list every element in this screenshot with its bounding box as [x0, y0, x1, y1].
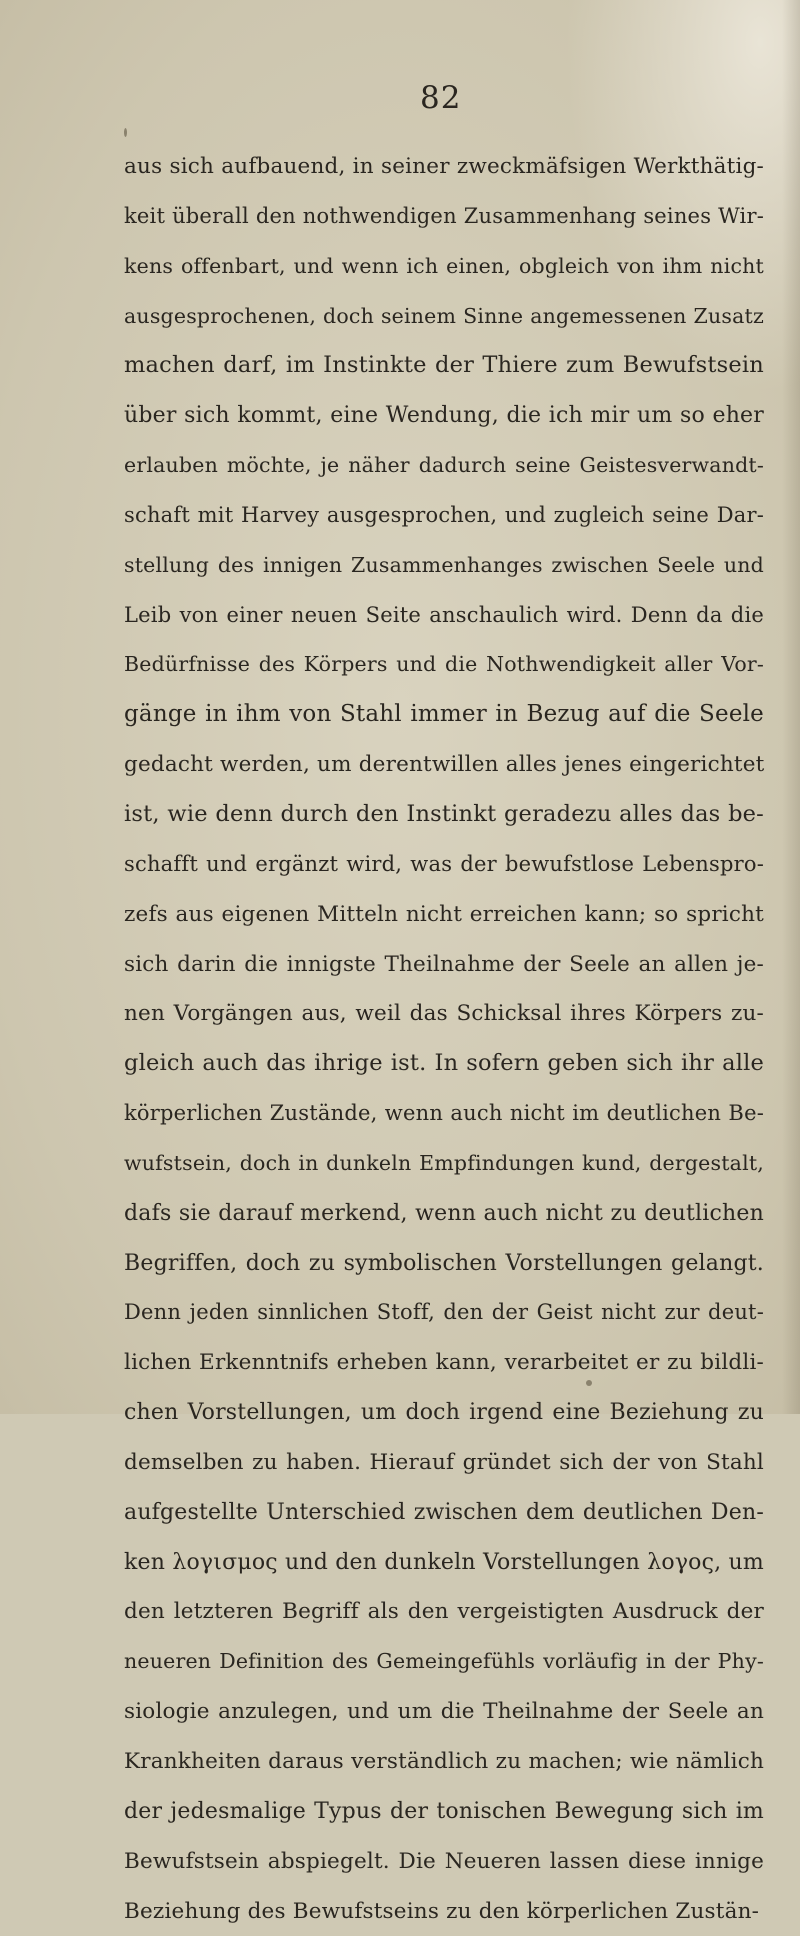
text-line: neueren Definition des Gemeingefühls vorläufig in der Phy- [124, 1649, 764, 1674]
text-line: Leib von einer neuen Seite anschaulich wird. Denn da die [124, 602, 764, 627]
text-line: erlauben möchte, je näher dadurch seine Geistesverwandt- [124, 453, 764, 478]
text-line: Denn jeden sinnlichen Stoff, den der Geist nicht zur deut- [124, 1300, 764, 1325]
text-line: wufstsein, doch in dunkeln Empfindungen kund, dergestalt, [124, 1150, 764, 1175]
text-line: demselben zu haben. Hierauf gründet sich der von Stahl [124, 1449, 764, 1475]
text-line: gedacht werden, um derentwillen alles jenes eingerichtet [124, 752, 765, 778]
text-line: schafft und ergänzt wird, was der bewufstlose Lebenspro- [124, 851, 764, 876]
text-line: aus sich aufbauend, in seiner zweckmäfsigen Werkthätig- [124, 154, 764, 179]
text-line: keit überall den nothwendigen Zusammenhang seines Wir- [124, 203, 764, 228]
text-line: zefs aus eigenen Mitteln nicht erreichen kann; so spricht [124, 901, 764, 927]
text-line: ken λογισμος und den dunkeln Vorstellungen λογος, um [124, 1549, 764, 1575]
text-line: Beziehung des Bewufstseins zu den körperlichen Zustän- [124, 1898, 760, 1924]
text-line: Bedürfnisse des Körpers und die Nothwendigkeit aller Vor- [124, 652, 764, 677]
text-line: aufgestellte Unterschied zwischen dem deutlichen Den- [124, 1499, 764, 1525]
text-line: Krankheiten daraus verständlich zu machen; wie nämlich [124, 1749, 764, 1774]
text-line: machen darf, im Instinkte der Thiere zum Bewufstsein [124, 352, 764, 379]
text-line: den letzteren Begriff als den vergeistigten Ausdruck der [124, 1599, 764, 1625]
text-line: gänge in ihm von Stahl immer in Bezug auf die Seele [124, 701, 764, 728]
text-line: körperlichen Zustände, wenn auch nicht im deutlichen Be- [124, 1101, 764, 1126]
text-line: sich darin die innigste Theilnahme der Seele an allen je- [124, 951, 764, 977]
text-line: Begriffen, doch zu symbolischen Vorstellungen gelangt. [124, 1250, 764, 1276]
text-line: Bewufstsein abspiegelt. Die Neueren lassen diese innige [124, 1848, 764, 1874]
text-line: über sich kommt, eine Wendung, die ich mir um so eher [124, 403, 764, 429]
text-line: nen Vorgängen aus, weil das Schicksal ihres Körpers zu- [124, 1001, 764, 1027]
text-line: dafs sie darauf merkend, wenn auch nicht zu deutlichen [124, 1200, 764, 1226]
text-line: siologie anzulegen, und um die Theilnahme der Seele an [124, 1699, 764, 1725]
ink-speck [124, 128, 127, 137]
ink-speck [586, 1380, 592, 1386]
text-line: ist, wie denn durch den Instinkt geradezu alles das be- [124, 800, 764, 827]
text-line: stellung des innigen Zusammenhanges zwischen Seele und [124, 552, 764, 577]
text-line: kens offenbart, und wenn ich einen, obgleich von ihm nicht [124, 253, 764, 278]
text-line: lichen Erkenntnifs erheben kann, verarbeitet er zu bildli- [124, 1350, 764, 1376]
text-line: gleich auch das ihrige ist. In sofern geben sich ihr alle [124, 1050, 764, 1077]
text-line: schaft mit Harvey ausgesprochen, und zugleich seine Dar- [124, 502, 764, 527]
text-line: der jedesmalige Typus der tonischen Bewegung sich im [124, 1798, 764, 1824]
body-text [124, 142, 764, 1936]
page-number: 82 [420, 80, 462, 116]
text-line: ausgesprochenen, doch seinem Sinne angemessenen Zusatz [124, 303, 764, 328]
page-edge-shadow [782, 0, 800, 1414]
text-line: chen Vorstellungen, um doch irgend eine Beziehung zu [124, 1400, 764, 1426]
